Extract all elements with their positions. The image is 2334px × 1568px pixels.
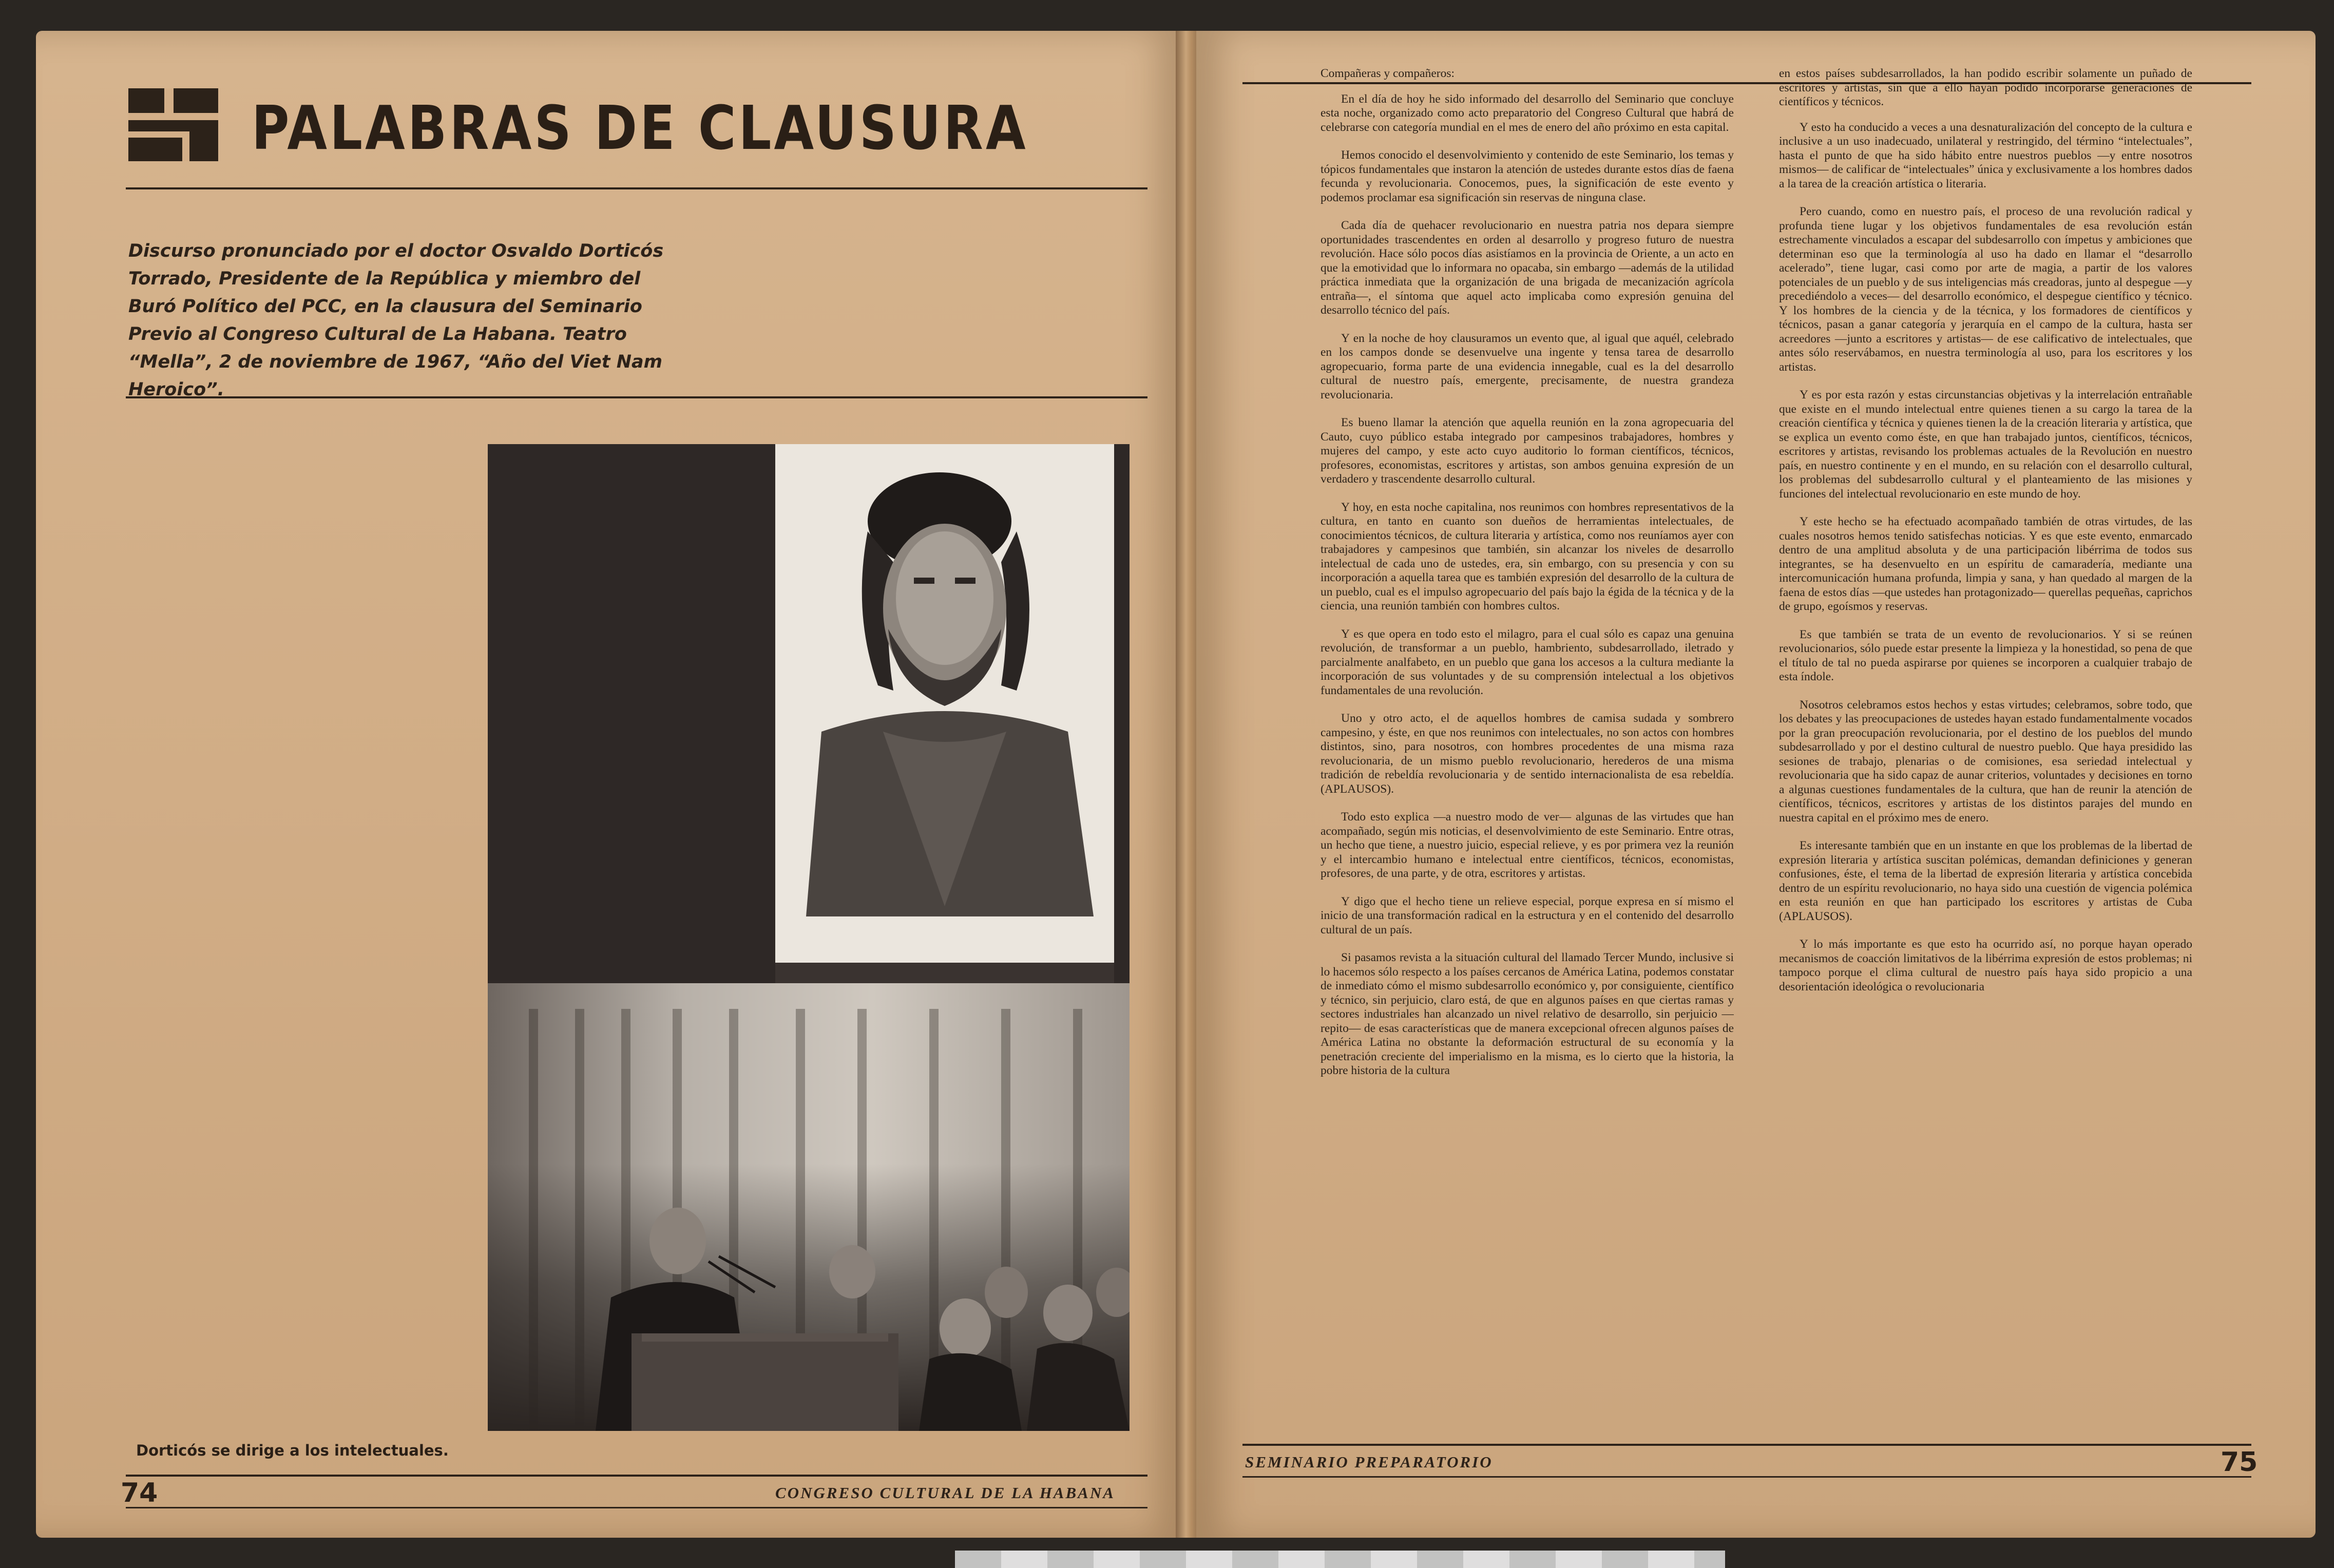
paragraph: Uno y otro acto, el de aquellos hombres de camisa sudada y sombrero campesino, y éste, en que nos reunimos con intelectuales, no son actos con hombres distintos, sino, para nosotros, con hombres procedentes de una misma raza revolucionaria, de un mismo pueblo revolucionario, herederos de una misma tradición de rebeldía revolucionaria y de sentido internacionalista de esa rebeldía. (APLAUSOS). xyxy=(1321,712,1734,796)
congress-logo-icon xyxy=(128,88,218,161)
footer-rule-bottom xyxy=(126,1507,1147,1508)
page-number-right: 75 xyxy=(2221,1447,2258,1478)
portrait-illustration xyxy=(775,444,1114,963)
intro-paragraph: Discurso pronunciado por el doctor Osvaldo Dorticós Torrado, Presidente de la República y miembro del Buró Político del PCC, en la clausura del Seminario Previo al Congreso Cultural de La Habana. Teatro “Mella”, 2 de noviembre de 1967, “Año del Viet Nam Heroico”. xyxy=(128,241,664,400)
paragraph: Pero cuando, como en nuestro país, el proceso de una revolución radical y profunda tiene lugar y los objetivos fundamentales de esa revolución están estrechamente vinculados a escapar del subdesarrollo con ímpetus y ambiciones que determinan eso que la terminología al uso ha dado en llamar el “desarrollo acelerado”, tiene lugar, casi como por arte de magia, a partir de los valores potenciales de un pueblo y de sus inteligencias más creadoras, junto al despegue —y precediéndolo a veces— del desarrollo económico, el despegue científico y técnico. Y los hombres de la ciencia y de la técnica, y los formadores de científicos y técnicos, pasan a ganar categoría y jerarquía en el campo de la cultura, hasta ser acreedores —junto a escritores y artistas— de ese calificativo de intelectuales, que antes sólo reservábamos, en nuestra terminología al uso, para los escritores y los artistas. xyxy=(1779,205,2192,374)
article-column-1 xyxy=(1321,67,1734,1443)
paragraph: Si pasamos revista a la situación cultural del llamado Tercer Mundo, inclusive si lo hacemos sólo respecto a los países cercanos de América Latina, podemos constatar de inmediato cómo el mismo subdesarrollo económico y, por consiguiente, científico y técnico, sin perjuicio, claro está, de que en algunos países en que ciertas ramas y sectores industriales han alcanzado un nivel relativo de desarrollo, sin perjuicio —repito— de esas características que de manera excepcional ofrecen algunos países de América Latina no obstante la deformación estructural de su economía y la penetración creciente del imperialismo en la misma, es lo cierto que la historia, la pobre historia de la cultura xyxy=(1321,951,1734,1077)
portrait-poster xyxy=(775,444,1114,963)
photo-caption: Dorticós se dirige a los intelectuales. xyxy=(136,1442,449,1459)
paragraph: en estos países subdesarrollados, la han podido escribir solamente un puñado de escritores y artistas, sin que a ello hayan podido incorporarse generaciones de científicos y técnicos. xyxy=(1779,67,2192,108)
paragraph: Es bueno llamar la atención que aquella reunión en la zona agropecuaria del Cauto, cuyo público estaba integrado por campesinos trabajadores, hombres y mujeres del campo, y este acto cuyo auditorio lo forman científicos, técnicos, profesores, economistas, escritores y artistas, son ambos genuina expresión de un verdadero y trascendente desarrollo cultural. xyxy=(1321,416,1734,486)
footer-rule-bottom-right xyxy=(1242,1476,2251,1478)
scan-calibration-strip xyxy=(955,1551,1725,1568)
paragraph: Es interesante también que en un instante en que los problemas de la libertad de expresión literaria y artística suscitan polémicas, demandan definiciones y generan confusiones, éste, el tema de la libertad de expresión literaria y artística concebida dentro de un espíritu revolucionario, no haya sido una cuestión de vigencia polémica en esta reunión en que han participado los escritores y artistas de Cuba (APLAUSOS). xyxy=(1779,839,2192,923)
headline: PALABRAS DE CLAUSURA xyxy=(252,92,1028,163)
footer-left: CONGRESO CULTURAL DE LA HABANA xyxy=(775,1484,1115,1502)
headline-rule xyxy=(126,187,1147,189)
intro-rule xyxy=(126,396,1147,398)
footer-rule-top xyxy=(126,1475,1147,1477)
paragraph: Y digo que el hecho tiene un relieve especial, porque expresa en sí mismo el inicio de una transformación radical en la estructura y en el contenido del desarrollo cultural de un país. xyxy=(1321,894,1734,936)
photo-dorticos-speech xyxy=(488,444,1130,1431)
paragraph: Y es que opera en todo esto el milagro, para el cual sólo es capaz una genuina revolución, de transformar a un pueblo, hambriento, subdesarrollado, iletrado y parcialmente analfabeto, en un pueblo que gana los accesos a la cultura mediante la incorporación de sus voluntades y de su comprensión intelectual a los objetivos fundamentales de una revolución. xyxy=(1321,627,1734,697)
paragraph: Y este hecho se ha efectuado acompañado también de otras virtudes, de las cuales nosotros hemos tenido satisfechas noticias. Y es que este evento, enmarcado dentro de una amplitud absoluta y de una participación libérrima de todos sus integrantes, se ha desenvuelto en un espíritu de camaradería, mediante una intercomunicación humana profunda, limpia y sana, y han quedado al margen de la faena de estos días —que ustedes han protagonizado— querellas pequeñas, caprichos de grupo, egoísmos y reservas. xyxy=(1779,515,2192,613)
paragraph: Hemos conocido el desenvolvimiento y contenido de este Seminario, los temas y tópicos fundamentales que instaron la atención de ustedes durante estos días de faena fecunda y revolucionaria. Conocemos, pues, la significación de este evento y podemos proclamar esa significación sin reservas de ninguna clase. xyxy=(1321,148,1734,204)
paragraph: Cada día de quehacer revolucionario en nuestra patria nos depara siempre oportunidades trascendentes en orden al desarrollo y progreso futuro de nuestra revolución. Hace sólo pocos días asistíamos en la provincia de Oriente, a un acto en que la emotividad que lo informara no opacaba, sin embargo —además de la utilidad práctica inmediata que la organización de una brigada de mecanización agrícola entraña—, el síntoma que aquel acto implicaba como expresión genuina del desarrollo técnico del país. xyxy=(1321,219,1734,317)
speaker-and-audience xyxy=(488,1164,1130,1431)
paragraph: En el día de hoy he sido informado del desarrollo del Seminario que concluye esta noche, organizado como acto preparatorio del Congreso Cultural que habrá de celebrarse con categoría mundial en el mes de enero del año próximo en esta capital. xyxy=(1321,92,1734,134)
photo-audience xyxy=(488,1164,1130,1431)
paragraph: Todo esto explica —a nuestro modo de ver— algunas de las virtudes que han acompañado, según mis noticias, el desenvolvimiento de este Seminario. Entre otras, un hecho que tiene, a nuestro juicio, especial relieve, y es por primera vez la reunión y el intercambio humano e intelectual entre científicos, técnicos, economistas, profesores, de una parte, y de otra, escritores y artistas. xyxy=(1321,810,1734,880)
footer-rule-top-right xyxy=(1242,1444,2251,1446)
paragraph: Y es por esta razón y estas circunstancias objetivas y la interrelación entrañable que existe en el mundo intelectual entre quienes tienen a su cargo la tarea de la creación científica y técnica y quienes tienen la de la creación literaria y artística, que se explica un evento como éste, en que han trabajado juntos, científicos, técnicos, escritores y artistas, revisando los problemas actuales de la Revolución en nuestro país, en nuestro continente y en el mundo, en su relación con el desarrollo cultural, los problemas del subdesarrollo cultural y el planteamiento de las misiones y funciones del intelectual revolucionario en este mundo de hoy. xyxy=(1779,388,2192,501)
paragraph: Nosotros celebramos estos hechos y estas virtudes; celebramos, sobre todo, que los debates y las preocupaciones de ustedes hayan estado fundamentalmente vocados por la gran preocupación revolucionaria, por el destino de los pueblos del mundo subdesarrollado y por el destino cultural de nuestro pueblo. Que haya presidido las sesiones de trabajo, plenarias o de comisiones, esa seriedad intelectual y revolucionaria que ha sido capaz de aunar criterios, voluntades y decisiones en torno a algunas cuestiones fundamentales de la cultura, que han de reunir la atención de científicos, técnicos, escritores y artistas de los distintos parajes del mundo en nuestra capital en el próximo mes de enero. xyxy=(1779,698,2192,825)
article-column-2 xyxy=(1779,67,2192,1443)
paragraph: Y lo más importante es que esto ha ocurrido así, no porque hayan operado mecanismos de coacción limitativos de la libérrima expresión de estos problemas; ni tampoco porque el clima cultural de nuestro país haya sido propicio a una desorientación ideológica o revolucionaria xyxy=(1779,938,2192,993)
footer-right: SEMINARIO PREPARATORIO xyxy=(1245,1453,1493,1471)
salutation: Compañeras y compañeros: xyxy=(1321,67,1455,80)
page-number-left: 74 xyxy=(121,1478,158,1508)
paragraph: Es que también se trata de un evento de revolucionarios. Y si se reúnen revolucionarios, sólo puede estar presente la limpieza y la honestidad, so pena de que el título de tal no pueda aspirarse por quienes se incorporen a cualquier trabajo de esta índole. xyxy=(1779,627,2192,683)
left-page xyxy=(36,31,1183,1538)
paragraph: Y en la noche de hoy clausuramos un evento que, al igual que aquél, celebrado en los campos donde se desenvuelve una ingente y tensa tarea de desarrollo agropecuario, forma parte de una evidencia innegable, cual es la del desarrollo cultural de nuestro país, emergente, precisamente, de nuestra grandeza revolucionaria. xyxy=(1321,331,1734,401)
paragraph: Y hoy, en esta noche capitalina, nos reunimos con hombres representativos de la cultura, en tanto en cuanto son dueños de herramientas intelectuales, de conocimientos técnicos, de cultura literaria y artística, como nos reuníamos ayer con trabajadores y campesinos que también, sin alcanzar los niveles de desarrollo intelectual de cada uno de ustedes, era, sin embargo, con su presencia y con su incorporación a aquella tarea que es también expresión del desarrollo de la cultura de un pueblo, cual es el impulso agropecuario del país bajo la égida de la técnica y de la ciencia, una reunión también con hombres cultos. xyxy=(1321,500,1734,613)
paragraph: Y esto ha conducido a veces a una desnaturalización del concepto de la cultura e inclusive a un uso inadecuado, unilateral y restringido, del término “intelectuales”, hasta el punto de que ha sido hábito entre nuestros pueblos —y entre nosotros mismos— de calificar de “intelectuales” única y exclusivamente a los hombres dados a la tarea de la creación artística o literaria. xyxy=(1779,120,2192,190)
